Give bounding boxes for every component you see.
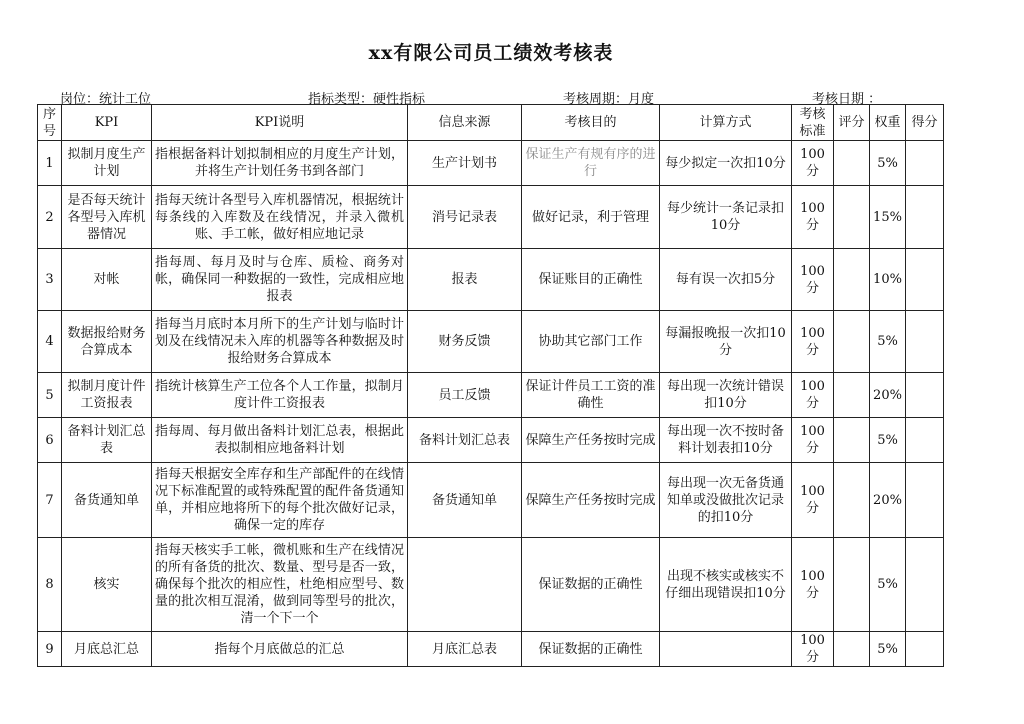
cell-weight: 5% bbox=[870, 418, 906, 463]
indicator-type-label: 指标类型：硬性指标 bbox=[308, 92, 426, 107]
cell-weight: 5% bbox=[870, 311, 906, 373]
header-result: 得分 bbox=[906, 105, 944, 141]
cell-weight: 5% bbox=[870, 141, 906, 186]
date-label: 考核日期 ： bbox=[812, 92, 882, 107]
cell-score[interactable] bbox=[834, 311, 870, 373]
cell-source: 报表 bbox=[408, 249, 522, 311]
header-purpose: 考核目的 bbox=[522, 105, 660, 141]
period-label: 考核周期：月度 bbox=[563, 92, 655, 107]
cell-source: 备货通知单 bbox=[408, 463, 522, 538]
table-row bbox=[38, 632, 944, 667]
cell-score[interactable] bbox=[834, 249, 870, 311]
cell-standard: 100分 bbox=[792, 373, 834, 418]
header-source: 信息来源 bbox=[408, 105, 522, 141]
cell-result[interactable] bbox=[906, 311, 944, 373]
cell-source: 生产计划书 bbox=[408, 141, 522, 186]
cell-purpose: 保证数据的正确性 bbox=[522, 632, 660, 667]
cell-purpose: 保障生产任务按时完成 bbox=[522, 418, 660, 463]
table-row bbox=[38, 418, 944, 463]
cell-purpose: 做好记录，利于管理 bbox=[522, 186, 660, 249]
cell-weight: 20% bbox=[870, 373, 906, 418]
cell-method bbox=[660, 632, 792, 667]
cell-seq: 8 bbox=[38, 538, 62, 632]
cell-source bbox=[408, 538, 522, 632]
table-row bbox=[38, 186, 944, 249]
cell-source: 月底汇总表 bbox=[408, 632, 522, 667]
header-weight: 权重 bbox=[870, 105, 906, 141]
cell-weight: 15% bbox=[870, 186, 906, 249]
cell-score[interactable] bbox=[834, 632, 870, 667]
cell-kpi: 备料计划汇总表 bbox=[62, 418, 152, 463]
cell-standard: 100分 bbox=[792, 538, 834, 632]
cell-desc: 指每天统计各型号入库机器情况，根据统计每条线的入库数及在线情况，并录入微机账、手工帐，做好相应地记录 bbox=[152, 186, 408, 249]
cell-seq: 5 bbox=[38, 373, 62, 418]
cell-method: 每出现一次无备货通知单或没做批次记录的扣10分 bbox=[660, 463, 792, 538]
cell-score[interactable] bbox=[834, 186, 870, 249]
header-method: 计算方式 bbox=[660, 105, 792, 141]
cell-result[interactable] bbox=[906, 249, 944, 311]
kpi-table bbox=[37, 104, 944, 667]
cell-result[interactable] bbox=[906, 141, 944, 186]
cell-standard: 100分 bbox=[792, 418, 834, 463]
cell-kpi: 是否每天统计各型号入库机器情况 bbox=[62, 186, 152, 249]
cell-method: 每少拟定一次扣10分 bbox=[660, 141, 792, 186]
table-row bbox=[38, 373, 944, 418]
cell-score[interactable] bbox=[834, 538, 870, 632]
cell-source: 员工反馈 bbox=[408, 373, 522, 418]
cell-score[interactable] bbox=[834, 141, 870, 186]
cell-standard: 100分 bbox=[792, 186, 834, 249]
table-row bbox=[38, 463, 944, 538]
cell-kpi: 月底总汇总 bbox=[62, 632, 152, 667]
cell-seq: 3 bbox=[38, 249, 62, 311]
cell-kpi: 核实 bbox=[62, 538, 152, 632]
cell-kpi: 数据报给财务合算成本 bbox=[62, 311, 152, 373]
cell-desc: 指每个月底做总的汇总 bbox=[152, 632, 408, 667]
cell-score[interactable] bbox=[834, 418, 870, 463]
cell-weight: 20% bbox=[870, 463, 906, 538]
cell-seq: 1 bbox=[38, 141, 62, 186]
cell-standard: 100分 bbox=[792, 311, 834, 373]
cell-desc: 指每周、每月做出备料计划汇总表，根据此表拟制相应地备料计划 bbox=[152, 418, 408, 463]
cell-standard: 100分 bbox=[792, 249, 834, 311]
cell-desc: 指根据备料计划拟制相应的月度生产计划，并将生产计划任务书到各部门 bbox=[152, 141, 408, 186]
cell-weight: 10% bbox=[870, 249, 906, 311]
cell-seq: 2 bbox=[38, 186, 62, 249]
header-standard: 考核标准 bbox=[792, 105, 834, 141]
cell-desc: 指每周、每月及时与仓库、质检、商务对帐，确保同一种数据的一致性，完成相应地报表 bbox=[152, 249, 408, 311]
table-row bbox=[38, 141, 944, 186]
header-kpi: KPI bbox=[62, 105, 152, 141]
cell-purpose: 保证计件员工工资的准确性 bbox=[522, 373, 660, 418]
cell-result[interactable] bbox=[906, 418, 944, 463]
cell-source: 备料计划汇总表 bbox=[408, 418, 522, 463]
cell-kpi: 拟制月度生产计划 bbox=[62, 141, 152, 186]
cell-result[interactable] bbox=[906, 632, 944, 667]
cell-desc: 指统计核算生产工位各个人工作量，拟制月度计件工资报表 bbox=[152, 373, 408, 418]
cell-result[interactable] bbox=[906, 463, 944, 538]
cell-result[interactable] bbox=[906, 186, 944, 249]
cell-seq: 6 bbox=[38, 418, 62, 463]
cell-source: 财务反馈 bbox=[408, 311, 522, 373]
header-seq: 序号 bbox=[38, 105, 62, 141]
cell-standard: 100分 bbox=[792, 141, 834, 186]
cell-score[interactable] bbox=[834, 373, 870, 418]
cell-purpose: 保证数据的正确性 bbox=[522, 538, 660, 632]
cell-score[interactable] bbox=[834, 463, 870, 538]
cell-result[interactable] bbox=[906, 538, 944, 632]
cell-method: 每有误一次扣5分 bbox=[660, 249, 792, 311]
cell-kpi: 拟制月度计件工资报表 bbox=[62, 373, 152, 418]
cell-source: 消号记录表 bbox=[408, 186, 522, 249]
position-label: 岗位：统计工位 bbox=[60, 92, 152, 107]
cell-standard: 100分 bbox=[792, 463, 834, 538]
cell-method: 每少统计一条记录扣10分 bbox=[660, 186, 792, 249]
cell-seq: 9 bbox=[38, 632, 62, 667]
page-title: xx有限公司员工绩效考核表 bbox=[368, 42, 614, 64]
cell-weight: 5% bbox=[870, 632, 906, 667]
cell-method: 出现不核实或核实不仔细出现错误扣10分 bbox=[660, 538, 792, 632]
header-desc: KPI说明 bbox=[152, 105, 408, 141]
cell-purpose: 协助其它部门工作 bbox=[522, 311, 660, 373]
table-row bbox=[38, 538, 944, 632]
cell-weight: 5% bbox=[870, 538, 906, 632]
cell-purpose: 保证生产有规有序的进行 bbox=[522, 141, 660, 186]
cell-method: 每出现一次不按时备料计划表扣10分 bbox=[660, 418, 792, 463]
cell-kpi: 对帐 bbox=[62, 249, 152, 311]
cell-seq: 7 bbox=[38, 463, 62, 538]
cell-desc: 指每天根据安全库存和生产部配件的在线情况下标准配置的或特殊配置的配件备货通知单，并相应地将所下的每个批次做好记录，确保一定的库存 bbox=[152, 463, 408, 538]
cell-standard: 100分 bbox=[792, 632, 834, 667]
cell-kpi: 备货通知单 bbox=[62, 463, 152, 538]
table-header-row bbox=[38, 105, 944, 141]
cell-purpose: 保证账目的正确性 bbox=[522, 249, 660, 311]
table-row bbox=[38, 311, 944, 373]
cell-method: 每漏报晚报一次扣10分 bbox=[660, 311, 792, 373]
cell-result[interactable] bbox=[906, 373, 944, 418]
cell-purpose: 保障生产任务按时完成 bbox=[522, 463, 660, 538]
cell-method: 每出现一次统计错误扣10分 bbox=[660, 373, 792, 418]
cell-desc: 指每天核实手工帐，微机账和生产在线情况的所有备货的批次、数量、型号是否一致，确保每个批次的相应性，杜绝相应型号、数量的批次相互混淆，做到同等型号的批次，清一个下一个 bbox=[152, 538, 408, 632]
cell-desc: 指每当月底时本月所下的生产计划与临时计划及在线情况未入库的机器等各种数据及时报给财务合算成本 bbox=[152, 311, 408, 373]
header-score: 评分 bbox=[834, 105, 870, 141]
table-row bbox=[38, 249, 944, 311]
cell-seq: 4 bbox=[38, 311, 62, 373]
